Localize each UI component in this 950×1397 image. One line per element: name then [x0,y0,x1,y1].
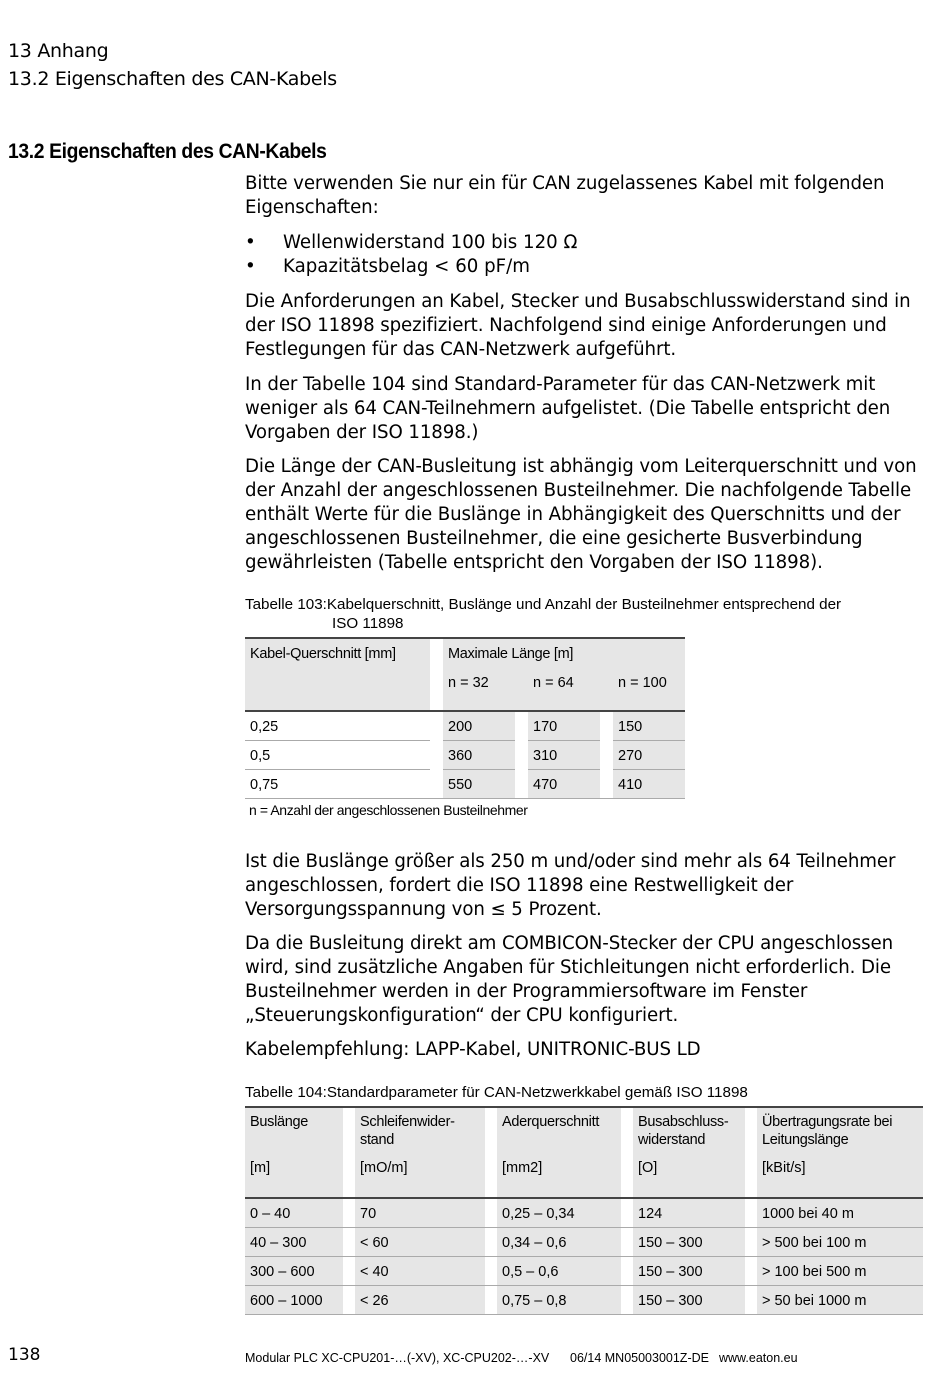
table-cell: 124 [638,1206,663,1222]
table-cell: < 60 [360,1235,389,1251]
table-header: Aderquerschnitt [502,1114,600,1130]
paragraph-2 [245,373,935,445]
table-cell: 0,75 [250,777,279,793]
table-104-caption: Tabelle 104:Standardparameter für CAN-Netzwerkkabel gemäß ISO 11898 [245,1084,748,1101]
page-number: 138 [8,1345,41,1365]
running-header-chapter: 13 Anhang [8,40,109,62]
paragraph-5 [245,932,935,1028]
table-cell: 0,75 – 0,8 [502,1293,567,1309]
paragraph-4 [245,850,935,922]
list-item-text: Kapazitätsbelag < 60 pF/m [283,256,530,277]
paragraph-text: Die Anforderungen an Kabel, Stecker und Busabschlusswiderstand sind in der ISO 11898 spezifiziert. Nachfolgend sind einige Anforderungen und Festlegungen für das CAN-Netzwerk aufgeführt. [245,291,911,360]
table-103-note: n = Anzahl der angeschlossenen Busteilnehmer [249,802,528,818]
running-header-section: 13.2 Eigenschaften des CAN-Kabels [8,68,337,90]
table-header: Buslänge [250,1114,309,1130]
table-header: Übertragungsrate bei Leitungslänge [762,1114,893,1148]
paragraph-1 [245,290,935,362]
table-subheader: n = 64 [533,675,574,691]
table-header-unit: [m] [250,1160,271,1176]
table-cell: 410 [618,777,643,793]
table-cell: 300 – 600 [250,1264,315,1280]
table-subheader: n = 32 [448,675,489,691]
table-subheader: n = 100 [618,675,667,691]
table-103-caption [245,595,841,633]
list-item [245,231,935,255]
caption-line: ISO 11898 [332,615,404,632]
table-cell: 0,25 [250,719,279,735]
bullet-icon: • [245,232,256,253]
footer-edition: 06/14 MN05003001Z-DE [570,1351,709,1365]
list-item [245,255,935,279]
table-header: Schleifenwider-stand [360,1114,455,1148]
property-list [245,231,935,279]
paragraph-text: Kabelempfehlung: LAPP-Kabel, UNITRONIC-BUS LD [245,1039,701,1060]
table-cell: 150 [618,719,643,735]
paragraph-text: Da die Busleitung direkt am COMBICON-Stecker der CPU angeschlossen wird, sind zusätzliche Angaben für Stichleitungen nicht erforderlich. Die Busteilnehmer werden in der Programmiersoftware im Fenster „Steuerungskonfiguration“ der CPU konfiguriert. [245,933,894,1026]
paragraph-text: Die Länge der CAN-Busleitung ist abhängig vom Leiterquerschnitt und von der Anzahl der angeschlossenen Busteilnehmer. Die nachfolgende Tabelle enthält Werte für die Buslänge in Abhängigkeit des Querschnitts und der angeschlossenen Busteilnehmer, die eine gesicherte Busverbindung gewährleisten (Tabelle entspricht den Vorgaben der ISO 11898). [245,456,917,573]
table-cell: 0,34 – 0,6 [502,1235,567,1251]
footer-doc-title: Modular PLC XC-CPU201-…(-XV), XC-CPU202-…-XV [245,1351,550,1365]
table-header-unit: [mO/m] [360,1160,408,1176]
table-cell: 360 [448,748,473,764]
table-header-unit: [O] [638,1160,658,1176]
paragraph-text: In der Tabelle 104 sind Standard-Parameter für das CAN-Netzwerk mit weniger als 64 CAN-Teilnehmern aufgelistet. (Die Tabelle entspricht den Vorgaben der ISO 11898.) [245,374,891,443]
paragraph-6 [245,1038,935,1062]
table-cell: 0,5 [250,748,271,764]
intro-paragraph: Bitte verwenden Sie nur ein für CAN zugelassenes Kabel mit folgenden Eigenschaften: [245,173,885,218]
table-cell: 150 – 300 [638,1293,703,1309]
table-cell: 0,5 – 0,6 [502,1264,559,1280]
table-cell: 150 – 300 [638,1264,703,1280]
list-item-text: Wellenwiderstand 100 bis 120 Ω [283,232,578,253]
table-cell: > 100 bei 500 m [762,1264,867,1280]
table-header-unit: [kBit/s] [762,1160,806,1176]
table-cell: > 500 bei 100 m [762,1235,867,1251]
table-cell: > 50 bei 1000 m [762,1293,867,1309]
table-cell: 200 [448,719,473,735]
table-cell: < 26 [360,1293,389,1309]
table-cell: 270 [618,748,643,764]
table-header-unit: [mm2] [502,1160,543,1176]
caption-line: Tabelle 103:Kabelquerschnitt, Buslänge und Anzahl der Busteilnehmer entsprechend der [245,596,842,613]
footer-url: www.eaton.eu [719,1351,798,1365]
paragraph-3 [245,455,935,575]
table-cell: 310 [533,748,558,764]
section-heading: 13.2 Eigenschaften des CAN-Kabels [8,140,327,163]
table-cell: 550 [448,777,473,793]
table-103 [245,637,685,802]
table-cell: < 40 [360,1264,389,1280]
table-cell: 0,25 – 0,34 [502,1206,575,1222]
table-cell: 600 – 1000 [250,1293,323,1309]
table-cell: 40 – 300 [250,1235,307,1251]
table-104 [245,1106,923,1316]
paragraph-text: Ist die Buslänge größer als 250 m und/oder sind mehr als 64 Teilnehmer angeschlossen, fordert die ISO 11898 eine Restwelligkeit der Versorgungsspannung von ≤ 5 Prozent. [245,851,896,920]
table-cell: 70 [360,1206,377,1222]
table-header: Busabschluss-widerstand [638,1114,729,1148]
table-header: Maximale Länge [m] [448,646,574,662]
table-cell: 0 – 40 [250,1206,291,1222]
table-cell: 1000 bei 40 m [762,1206,854,1222]
table-cell: 470 [533,777,558,793]
intro-block [245,172,935,220]
table-cell: 170 [533,719,558,735]
table-cell: 150 – 300 [638,1235,703,1251]
bullet-icon: • [245,256,256,277]
table-header: Kabel-Querschnitt [mm] [250,646,396,662]
